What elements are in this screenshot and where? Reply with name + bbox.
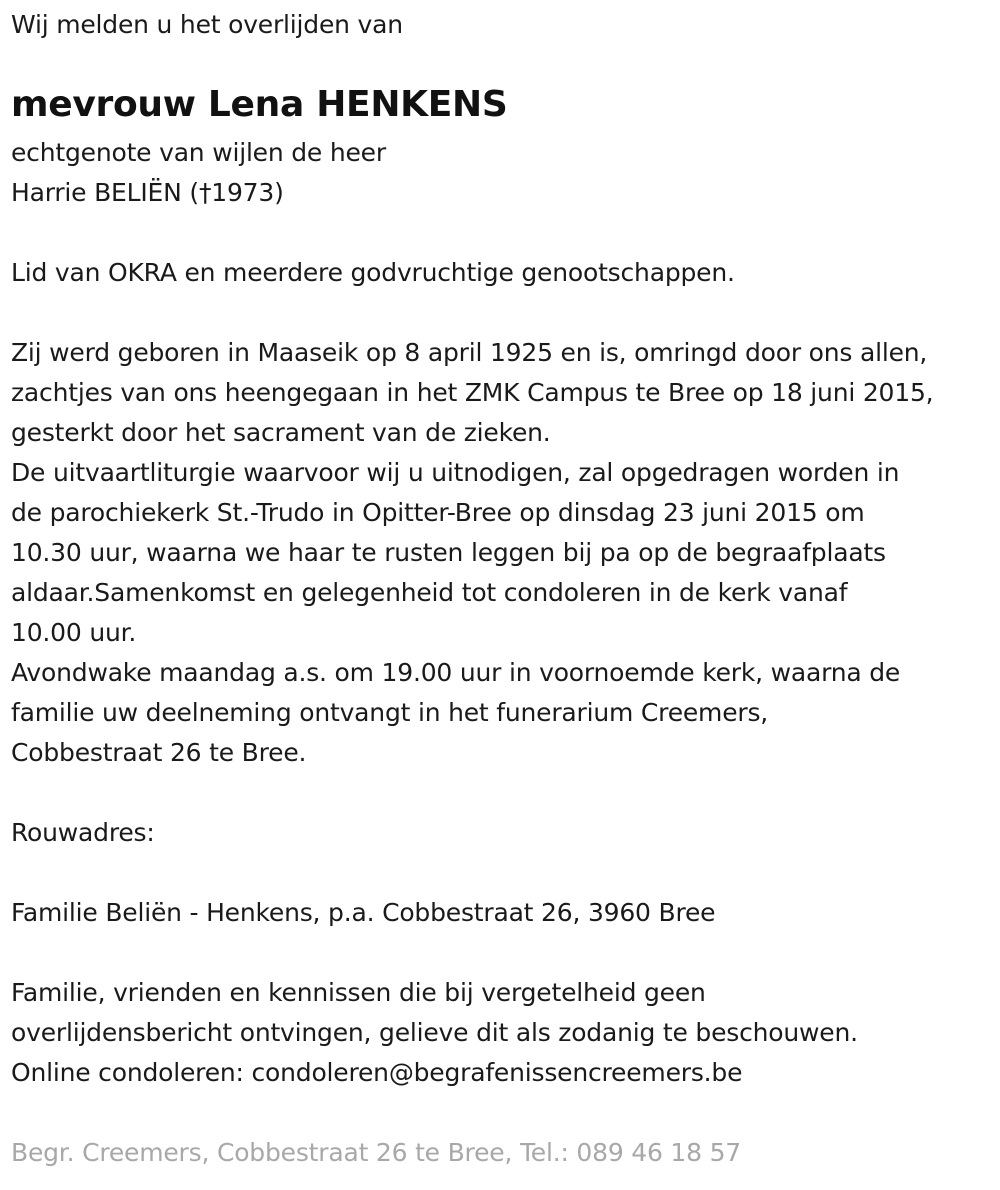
closing-line: overlijdensbericht ontvingen, gelieve dit als zodanig te beschouwen.: [11, 1018, 858, 1047]
spouse-block: [11, 133, 386, 213]
body-line: familie uw deelneming ontvangt in het funerarium Creemers,: [11, 698, 769, 727]
closing-paragraph: [11, 973, 858, 1093]
body-line: Zij werd geboren in Maaseik op 8 april 1925 en is, omringd door ons allen,: [11, 338, 928, 367]
condolence-email-line: Online condoleren: condoleren@begrafenissencreemers.be: [11, 1058, 743, 1087]
body-line: de parochiekerk St.-Trudo in Opitter-Bree op dinsdag 23 juni 2015 om: [11, 498, 865, 527]
body-line: Cobbestraat 26 te Bree.: [11, 738, 307, 767]
membership-text: Lid van OKRA en meerdere godvruchtige genootschappen.: [11, 258, 735, 287]
closing-line: Familie, vrienden en kennissen die bij vergetelheid geen: [11, 978, 706, 1007]
body-paragraph: [11, 333, 933, 773]
body-line: 10.30 uur, waarna we haar te rusten leggen bij pa op de begraafplaats: [11, 538, 886, 567]
funeral-home-footer: Begr. Creemers, Cobbestraat 26 te Bree, Tel.: 089 46 18 57: [11, 1138, 742, 1167]
spouse-line: echtgenote van wijlen de heer: [11, 138, 386, 167]
body-line: Avondwake maandag a.s. om 19.00 uur in voornoemde kerk, waarna de: [11, 658, 901, 687]
body-line: zachtjes van ons heengegaan in het ZMK Campus te Bree op 18 juni 2015,: [11, 378, 934, 407]
address-label: Rouwadres:: [11, 818, 155, 847]
mourning-address: Familie Beliën - Henkens, p.a. Cobbestraat 26, 3960 Bree: [11, 898, 716, 927]
intro-text: Wij melden u het overlijden van: [11, 10, 403, 39]
body-line: De uitvaartliturgie waarvoor wij u uitnodigen, zal opgedragen worden in: [11, 458, 900, 487]
body-line: gesterkt door het sacrament van de zieken.: [11, 418, 551, 447]
deceased-name: mevrouw Lena HENKENS: [11, 84, 508, 125]
spouse-line: Harrie BELIËN (†1973): [11, 178, 284, 207]
body-line: 10.00 uur.: [11, 618, 137, 647]
body-line: aldaar.Samenkomst en gelegenheid tot condoleren in de kerk vanaf: [11, 578, 848, 607]
